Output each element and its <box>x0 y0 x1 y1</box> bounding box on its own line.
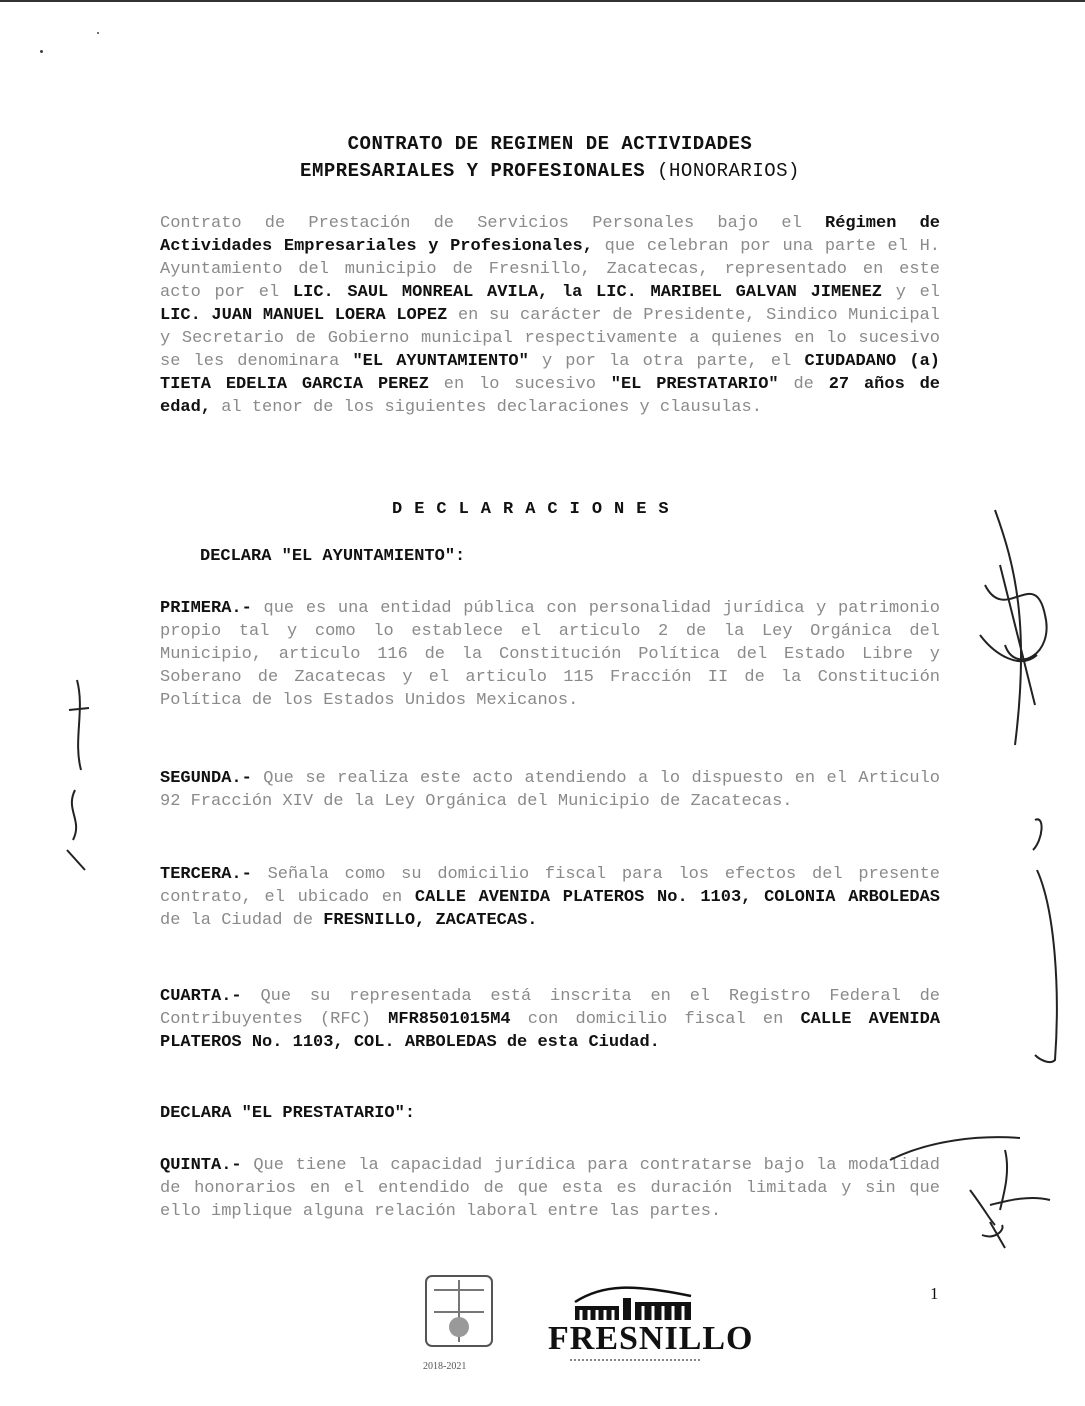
clause-quinta: QUINTA.- Que tiene la capacidad jurídica para contratarse bajo la modalidad de honorarios en el entendido de que esta es duración limitada y sin que ello implique alguna relación laboral entre las partes. <box>160 1156 941 1221</box>
clause-label: PRIMERA.- <box>160 599 252 618</box>
clause-cuarta: CUARTA.- Que su representada está inscrita en el Registro Federal de Contribuyentes (RFC) MFR8501015M4 con domicilio fiscal en CALLE AVENIDA PLATEROS No. 1103, COL. ARBOLEDAS de esta Ciudad. <box>160 987 941 1052</box>
declara-ayuntamiento-heading: DECLARA "EL AYUNTAMIENTO": <box>200 547 466 566</box>
clause-label: SEGUNDA.- <box>160 769 252 788</box>
intro-paragraph: Contrato de Prestación de Servicios Personales bajo el Régimen de Actividades Empresariales y Profesionales, que celebran por una parte el H. Ayuntamiento del municipio de Fresnillo, Zacatecas, representado en este acto por el LIC. SAUL MONREAL AVILA, la LIC. MARIBEL GALVAN JIMENEZ y el LIC. JUAN MANUEL LOERA LOPEZ en su carácter de Presidente, Sindico Municipal y Secretario de Gobierno municipal respectivamente a quienes en lo sucesivo se les denominara "EL AYUNTAMIENTO" y por la otra parte, el CIUDADANO (a) TIETA EDELIA GARCIA PEREZ en lo sucesivo "EL PRESTATARIO" de 27 años de edad, al tenor de los siguientes declaraciones y clausulas. <box>160 214 941 417</box>
clause-label: CUARTA.- <box>160 987 242 1006</box>
document-title-line-1: CONTRATO DE REGIMEN DE ACTIVIDADES <box>347 133 753 155</box>
clause-segunda: SEGUNDA.- Que se realiza este acto atendiendo a lo dispuesto en el Articulo 92 Fracción XIV de la Ley Orgánica del Municipio de Zacatecas. <box>160 769 941 811</box>
clause-label: TERCERA.- <box>160 865 252 884</box>
declaraciones-heading: DECLARACIONES <box>392 500 681 519</box>
document-title-line-2: EMPRESARIALES Y PROFESIONALES (HONORARIOS) <box>300 160 800 182</box>
scan-speck <box>40 50 43 53</box>
right-margin-signature-2 <box>1015 810 1075 1070</box>
seal-years: 2018-2021 <box>423 1361 467 1372</box>
title-parenthetical: (HONORARIOS) <box>657 160 800 182</box>
top-edge-rule <box>0 0 1085 2</box>
logo-tagline <box>570 1359 700 1364</box>
quinta-scribble-signature <box>870 1130 1070 1280</box>
right-margin-signature <box>975 505 1065 755</box>
clause-tercera: TERCERA.- Señala como su domicilio fiscal para los efectos del presente contrato, el ubicado en CALLE AVENIDA PLATEROS No. 1103, COLONIA ARBOLEDAS de la Ciudad de FRESNILLO, ZACATECAS. <box>160 865 941 930</box>
fresnillo-logo-icon <box>573 1282 693 1324</box>
scan-speck <box>97 32 99 34</box>
page-number: 1 <box>930 1284 939 1303</box>
clause-label: QUINTA.- <box>160 1156 242 1175</box>
clause-primera: PRIMERA.- que es una entidad pública con personalidad jurídica y patrimonio propio tal y como lo establece el articulo 2 de la Ley Orgánica del Municipio, articulo 116 de la Constitución Política del Estado Libre y Soberano de Zacatecas y el articulo 115 Fracción II de la Constitución Política de los Estados Unidos Mexicanos. <box>160 599 941 710</box>
fresnillo-logo-wordmark: FRESNILLO <box>548 1320 754 1357</box>
declara-prestatario-heading: DECLARA "EL PRESTATARIO": <box>160 1104 416 1123</box>
margin-initials-signature <box>55 670 115 880</box>
